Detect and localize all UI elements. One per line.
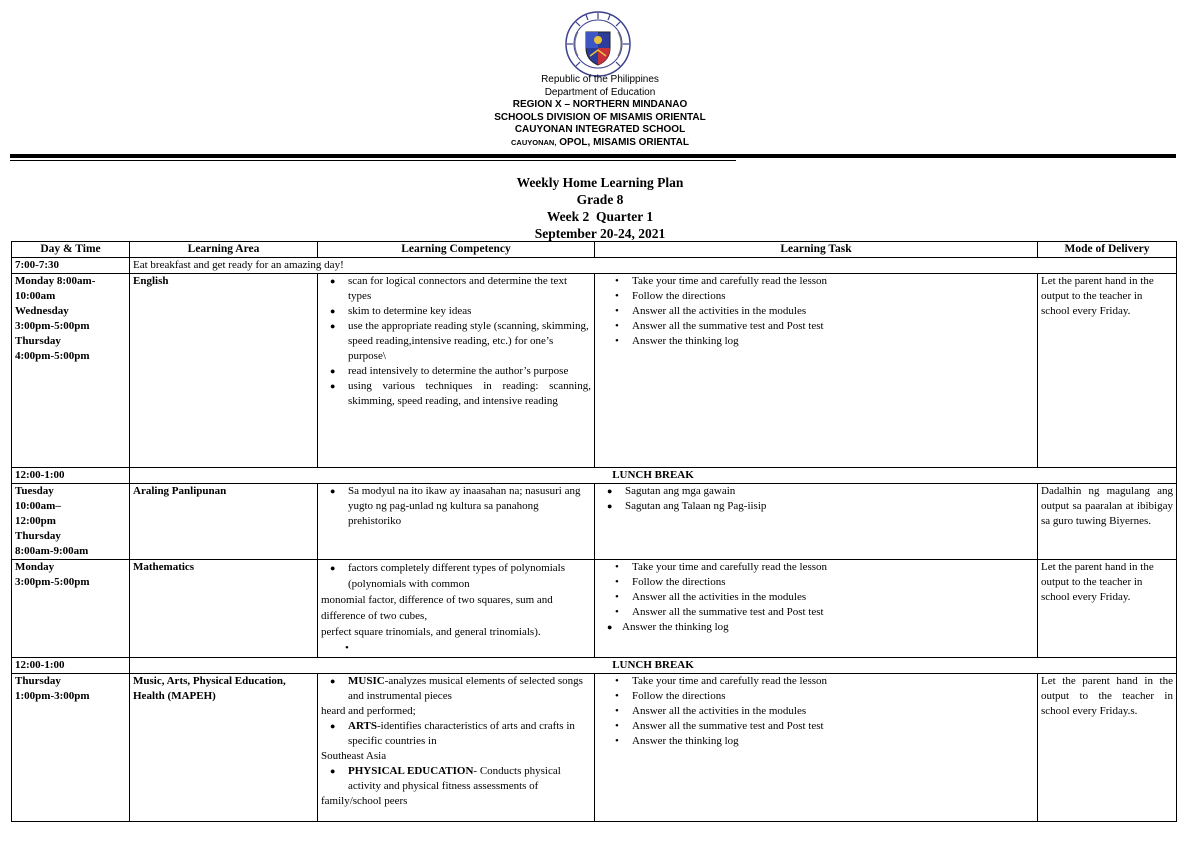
cell-time: 7:00-7:30 [12, 258, 130, 274]
cell-time [12, 274, 130, 468]
time-line: Thursday [15, 530, 61, 542]
time-line: 1:00pm-3:00pm [15, 690, 90, 702]
competency-continuation: perfect square trinomials, and general trinomials). [321, 626, 541, 638]
list-item: • Answer all the activities in the modules [598, 304, 1034, 319]
cell-mode-of-delivery: Let the parent hand in the output to the teacher in school every Friday.s. [1038, 674, 1177, 822]
list-item: • Answer all the summative test and Post test [598, 319, 1034, 334]
title-grade: Grade 8 [576, 192, 624, 207]
time-line: 8:00am-9:00am [15, 545, 89, 557]
table-row-english [12, 274, 1177, 468]
list-item: • Follow the directions [598, 289, 1034, 304]
table-row-lunch [12, 658, 1177, 674]
deped-seal-logo [564, 10, 632, 78]
header-learning-competency: Learning Competency [318, 242, 595, 258]
letterhead-department: Department of Education [544, 86, 656, 98]
cell-competency [318, 274, 595, 468]
cell-learning-task [595, 484, 1038, 560]
time-line: Wednesday [15, 305, 69, 317]
cell-competency [318, 674, 595, 822]
cell-time [12, 674, 130, 822]
letterhead-school: CAUYONAN INTEGRATED SCHOOL [514, 124, 686, 135]
competency-continuation: Southeast Asia [321, 750, 387, 762]
list-item: ● using various techniques in reading: scanning, skimming, speed reading, and intensive reading [321, 379, 591, 409]
cell-learning-area: English [130, 274, 318, 468]
letterhead-address-barangay: CAUYONAN, [510, 137, 557, 147]
time-line: 12:00pm [15, 515, 56, 527]
time-line: Thursday [15, 675, 61, 687]
list-item: • Answer all the summative test and Post test [598, 605, 1034, 620]
cell-breakfast-note: Eat breakfast and get ready for an amazing day! [130, 258, 1177, 274]
pe-label: PHYSICAL EDUCATION [348, 765, 474, 777]
title-week: Week 2 Quarter 1 [546, 209, 654, 224]
list-item: • Answer all the summative test and Post test [598, 719, 1034, 734]
table-row-breakfast [12, 258, 1177, 274]
time-line: Monday 8:00am- [15, 275, 96, 287]
time-line: 10:00am– [15, 500, 61, 512]
letterhead-region: REGION X – NORTHERN MINDANAO [512, 99, 688, 110]
header-learning-task: Learning Task [595, 242, 1038, 258]
time-line: 10:00am [15, 290, 56, 302]
list-item: • Answer the thinking log [598, 334, 1034, 349]
time-line: Monday [15, 561, 55, 573]
list-item: ● Sagutan ang Talaan ng Pag-iisip [598, 499, 1034, 514]
list-item [321, 764, 591, 794]
header-learning-area: Learning Area [130, 242, 318, 258]
competency-continuation: heard and performed; [321, 705, 416, 717]
cell-competency [318, 484, 595, 560]
list-item: • Answer all the activities in the modules [598, 590, 1034, 605]
learning-plan-table [11, 241, 1177, 822]
list-item: ● read intensively to determine the author’s purpose [321, 364, 591, 379]
time-line: 3:00pm-5:00pm [15, 320, 90, 332]
music-text: -analyzes musical elements of selected songs and instrumental pieces [348, 675, 583, 702]
list-item: ● Sa modyul na ito ikaw ay inaasahan na; nasusuri ang yugto ng pag-unlad ng kultura sa panahong prehistoriko [321, 484, 591, 529]
list-item: • Take your time and carefully read the lesson [598, 274, 1034, 289]
header-divider-thin [10, 160, 736, 161]
time-line: Tuesday [15, 485, 54, 497]
cell-lunch-break: LUNCH BREAK [130, 658, 1177, 674]
table-row-mathematics [12, 560, 1177, 658]
cell-mode-of-delivery: Let the parent hand in the output to the teacher in school every Friday. [1038, 274, 1177, 468]
list-item: ● use the appropriate reading style (scanning, skimming, speed reading,intensive reading, etc.) for one’s purpose\ [321, 319, 591, 364]
list-item: • Follow the directions [598, 689, 1034, 704]
cell-lunch-break: LUNCH BREAK [130, 468, 1177, 484]
letterhead-country: Republic of the Philippines [541, 74, 659, 85]
list-item: • Answer the thinking log [598, 734, 1034, 749]
letterhead-address [0, 137, 1200, 150]
letterhead-division: SCHOOLS DIVISION OF MISAMIS ORIENTAL [494, 111, 706, 123]
cell-mode-of-delivery: Let the parent hand in the output to the teacher in school every Friday. [1038, 560, 1177, 658]
cell-competency [318, 560, 595, 658]
list-item: ● factors completely different types of polynomials (polynomials with common [321, 560, 591, 592]
cell-mode-of-delivery: Dadalhin ng magulang ang output sa paaralan at ibibigay sa guro tuwing Biyernes. [1038, 484, 1177, 560]
music-label: MUSIC [348, 675, 385, 687]
pe-text: - Conducts physical activity and physical fitness assessments of [348, 765, 561, 792]
list-item [321, 719, 591, 749]
cell-learning-area: Mathematics [130, 560, 318, 658]
table-header-row [12, 242, 1177, 258]
header-divider-thick [10, 154, 1176, 158]
list-item: ● Answer the thinking log [598, 620, 1034, 635]
cell-time [12, 560, 130, 658]
cell-learning-task [595, 674, 1038, 822]
list-item: ● skim to determine key ideas [321, 304, 591, 319]
arts-label: ARTS [348, 720, 377, 732]
header-day-time: Day & Time [12, 242, 130, 258]
letterhead-address-town: OPOL, MISAMIS ORIENTAL [559, 136, 690, 148]
cell-learning-area: Araling Panlipunan [130, 484, 318, 560]
table-row-mapeh [12, 674, 1177, 822]
competency-continuation: monomial factor, difference of two squares, sum and difference of two cubes, [321, 594, 553, 622]
cell-time: 12:00-1:00 [12, 658, 130, 674]
cell-time: 12:00-1:00 [12, 468, 130, 484]
arts-text: -identifies characteristics of arts and crafts in specific countries in [348, 720, 575, 747]
list-item: ● Sagutan ang mga gawain [598, 484, 1034, 499]
letterhead [0, 74, 1200, 149]
title-date: September 20-24, 2021 [534, 226, 666, 241]
list-item: • Take your time and carefully read the lesson [598, 674, 1034, 689]
time-line: 3:00pm-5:00pm [15, 576, 90, 588]
cell-time [12, 484, 130, 560]
cell-learning-task [595, 560, 1038, 658]
competency-continuation: family/school peers [321, 795, 408, 807]
list-item: • Answer all the activities in the modules [598, 704, 1034, 719]
table-row-araling-panlipunan [12, 484, 1177, 560]
cell-learning-area: Music, Arts, Physical Education, Health (MAPEH) [130, 674, 318, 822]
time-line: Thursday [15, 335, 61, 347]
list-item: • Follow the directions [598, 575, 1034, 590]
title-line: Weekly Home Learning Plan [516, 175, 684, 190]
header-mode-of-delivery: Mode of Delivery [1038, 242, 1177, 258]
cell-learning-task [595, 274, 1038, 468]
list-item: • Take your time and carefully read the lesson [598, 560, 1034, 575]
list-item: ● scan for logical connectors and determine the text types [321, 274, 591, 304]
document-title [0, 174, 1200, 242]
list-item [321, 674, 591, 704]
competency-trailing-bullet: • [345, 642, 349, 654]
time-line: 4:00pm-5:00pm [15, 350, 90, 362]
table-row-lunch [12, 468, 1177, 484]
